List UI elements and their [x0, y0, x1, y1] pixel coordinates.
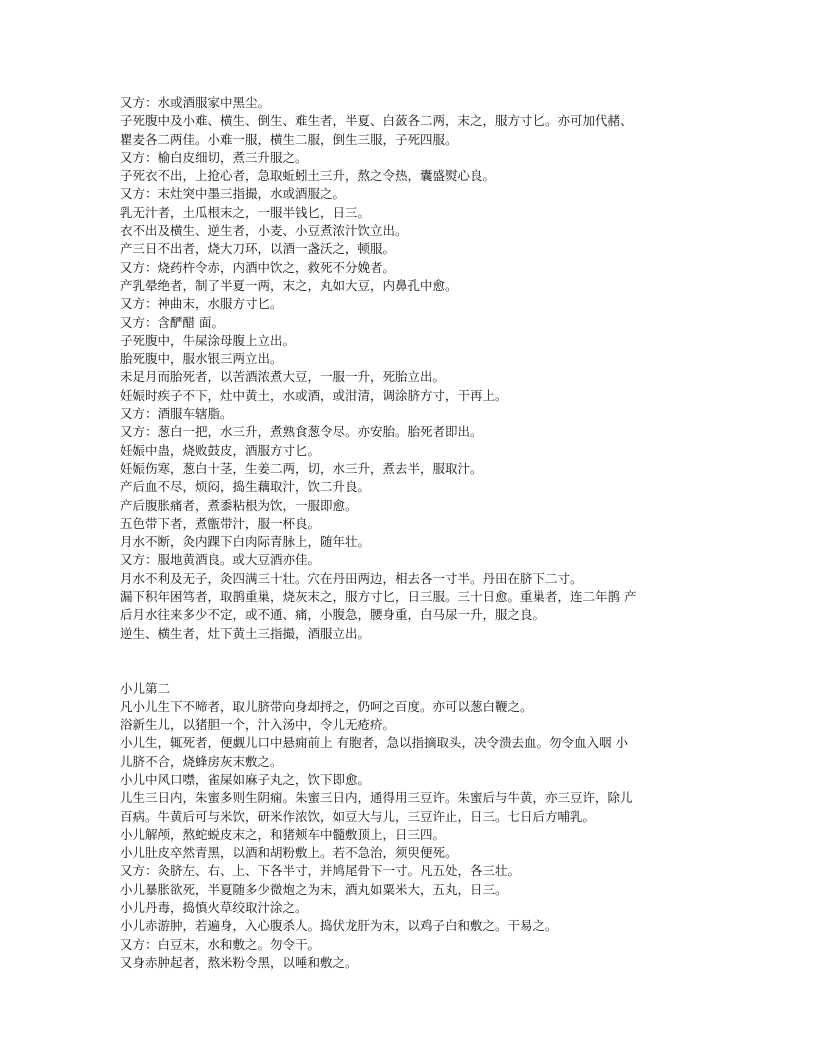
text-line: 衣不出及横生、逆生者，小麦、小豆煮浓汁饮立出。: [120, 223, 408, 239]
text-line: 小儿肚皮卒然青黑，以酒和胡粉敷上。若不急治，须臾便死。: [120, 845, 458, 861]
text-line: 产后血不尽，烦闷，捣生藕取汁，饮二升良。: [120, 479, 371, 495]
text-line: 逆生、横生者，灶下黄土三指撮，酒服立出。: [120, 625, 371, 641]
text-line: 又方：榆白皮细切，煮三升服之。: [120, 149, 308, 165]
text-line: 百病。牛黄后可与米饮，研米作浓饮，如豆大与儿，三豆许止，日三。七日后方哺乳。: [120, 808, 596, 824]
text-line: 儿生三日内，朱蜜多则生阴痫。朱蜜三日内，通得用三豆许。朱蜜后与牛黄，亦三豆许，除儿: [120, 790, 633, 806]
text-line: 产后腹胀痛者，煮黍粘根为饮，一服即愈。: [120, 497, 358, 513]
text-line: 小儿中风口噤，雀屎如麻子丸之，饮下即愈。: [120, 771, 371, 787]
text-line: 月水不断，灸内踝下白肉际青脉上，随年壮。: [120, 534, 371, 550]
text-line: 又方：白豆末，水和敷之。勿令干。: [120, 936, 321, 952]
text-line: 儿脐不合，烧蜂房灰末敷之。: [120, 753, 283, 769]
text-line: 子死腹中及小难、横生、倒生、难生者，半夏、白蔹各二两，末之，服方寸匕。亦可加代赭、: [120, 113, 633, 129]
text-line: 小儿生，辄死者，便觑儿口中悬痈前上 有胞者，急以指摘取头，决令溃去血。勿令血入咽 小: [120, 735, 628, 751]
text-line: 五色带下者，煮甑带汁，服一杯良。: [120, 515, 321, 531]
text-line: 妊娠中蛊，烧败鼓皮，酒服方寸匕。: [120, 442, 321, 458]
text-line: 又方：服地黄酒良。或大豆酒亦佳。: [120, 552, 321, 568]
text-line: 浴新生儿，以猪胆一个，汁入汤中，令儿无疮疥。: [120, 717, 396, 733]
section-one: [120, 94, 710, 643]
text-line: 又方：神曲末，水服方寸匕。: [120, 296, 283, 312]
text-line: 小儿暴胀欲死，半夏随多少微炮之为末，酒丸如粟米大，五丸，日三。: [120, 881, 508, 897]
text-line: 产三日不出者，烧大刀环，以酒一盏沃之，顿服。: [120, 241, 396, 257]
text-line: 又方：末灶突中墨三指撮，水或酒服之。: [120, 186, 346, 202]
text-line: 小儿丹毒，捣慎火草绞取汁涂之。: [120, 900, 308, 916]
text-line: 又方：含酽醋 面。: [120, 314, 224, 330]
text-line: 妊娠时疾子不下，灶中黄土，水或酒，或泔清，调涂脐方寸，干再上。: [120, 387, 508, 403]
text-line: 又方：葱白一把，水三升，煮熟食葱令尽。亦安胎。胎死者即出。: [120, 424, 483, 440]
text-line: 又方：烧药杵令赤，内酒中饮之，救死不分娩者。: [120, 259, 396, 275]
text-line: 未足月而胎死者，以苦酒浓煮大豆，一服一升，死胎立出。: [120, 369, 446, 385]
text-line: 瞿麦各二两佳。小难一服，横生二服，倒生三服，子死四服。: [120, 131, 458, 147]
text-line: 小儿解颅，熬蛇蜕皮末之，和猪颊车中髓敷顶上，日三四。: [120, 826, 446, 842]
section-two: [120, 680, 710, 973]
text-line: 产乳晕绝者，制了半夏一两，末之，丸如大豆，内鼻孔中愈。: [120, 277, 458, 293]
text-line: 乳无汁者，土瓜根末之，一服半钱匕，日三。: [120, 204, 371, 220]
document-page: [120, 94, 710, 972]
text-line: 漏下积年困笃者，取鹊重巢，烧灰末之，服方寸匕，日三服。三十日愈。重巢者，连二年鹊 产: [120, 589, 637, 605]
text-line: 月水不利及无子，灸四满三十壮。穴在丹田两边，相去各一寸半。丹田在脐下二寸。: [120, 570, 583, 586]
text-line: 子死衣不出，上抢心者，急取蚯蚓土三升，熬之令热，囊盛熨心良。: [120, 168, 496, 184]
text-line: 妊娠伤寒，葱白十茎，生姜二两，切，水三升，煮去半，服取汁。: [120, 460, 483, 476]
section-heading: 小儿第二: [120, 680, 171, 696]
text-line: 胎死腹中，服水银三两立出。: [120, 351, 283, 367]
text-line: 又身赤肿起者，熬米粉令黑，以唾和敷之。: [120, 954, 358, 970]
text-line: 又方：水或酒服家中黑尘。: [120, 95, 271, 110]
text-line: 又方：灸脐左、右、上、下各半寸，并鸠尾骨下一寸。凡五处，各三壮。: [120, 863, 521, 879]
text-line: 小儿赤游肿，若遍身，入心腹杀人。捣伏龙肝为末，以鸡子白和敷之。干易之。: [120, 918, 558, 934]
text-line: 子死腹中，牛屎涂母腹上立出。: [120, 332, 296, 348]
text-line: 凡小儿生下不啼者，取儿脐带向身却捋之，仍呵之百度。亦可以葱白鞭之。: [120, 698, 533, 714]
section-spacer: [120, 643, 710, 661]
section-spacer: [120, 661, 710, 679]
text-line: 又方：酒服车辖脂。: [120, 406, 233, 422]
text-line: 后月水往来多少不定，或不通、痛，小腹急，腰身重，白马尿一升，服之良。: [120, 607, 546, 623]
